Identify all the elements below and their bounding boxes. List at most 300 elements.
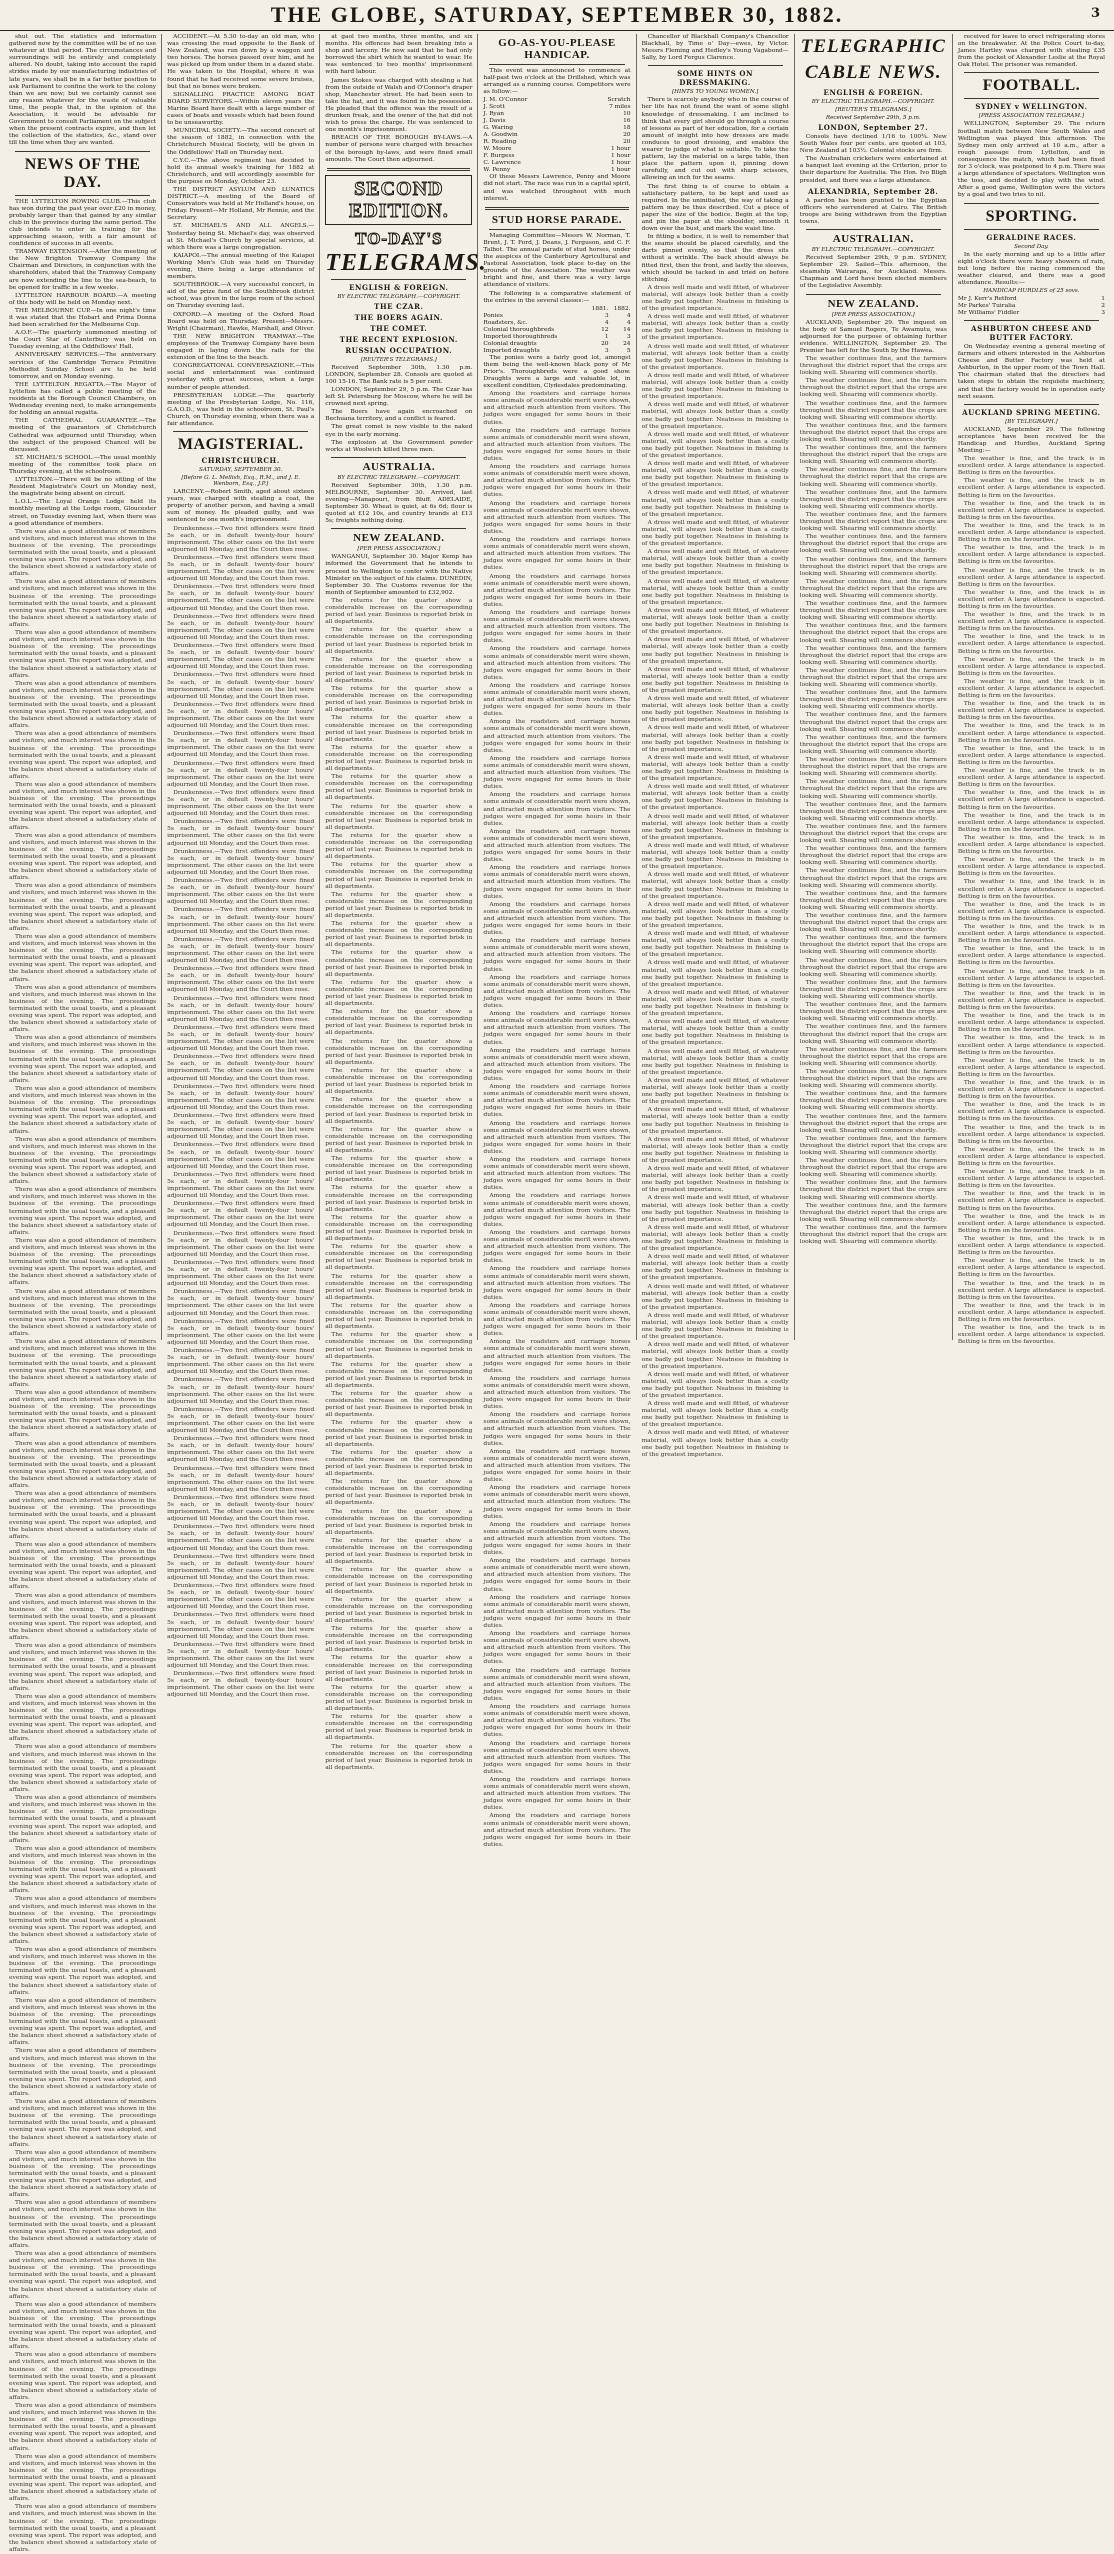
entries-table bbox=[483, 97, 630, 174]
dispatch: LONDON, September 29, 5 p.m. The Czar has left St. Petersburg for Moscow, where he will be crowned next spring. bbox=[325, 386, 473, 408]
body-paragraph: Among the roadsters and carriage horses some animals of considerable merit were shown, and attracted much attention from visitors. The judges were engaged for some hours in their duties. bbox=[483, 573, 631, 608]
body-paragraph: The weather is fine, and the track is in excellent order. A large attendance is expected. Betting is firm on the favourites. bbox=[957, 879, 1105, 900]
column-filler bbox=[642, 285, 789, 1459]
body-paragraph: Among the roadsters and carriage horses some animals of considerable merit were shown, and attracted much attention from visitors. The judges were engaged for some hours in their duties. bbox=[483, 1704, 631, 1739]
entrant-name: J. M. O'Connor bbox=[483, 97, 528, 104]
body-paragraph: The returns for the quarter show a considerable increase on the corresponding period of last year. Business is reported brisk in all departments. bbox=[325, 1097, 473, 1125]
body-paragraph: There was also a good attendance of members and visitors, and much interest was shown in the business of the evening. The proceedings terminated with the usual toasts, and a pleasant evening was spent. The report was adopted, and the balance sheet showed a satisfactory state of affairs. bbox=[9, 1288, 157, 1338]
body-paragraph: There was also a good attendance of members and visitors, and much interest was shown in the business of the evening. The proceedings terminated with the usual toasts, and a pleasant evening was spent. The report was adopted, and the balance sheet showed a satisfactory state of affairs. bbox=[9, 1947, 157, 1996]
body-paragraph: The weather is fine, and the track is in excellent order. A large attendance is expected. Betting is firm on the favourites. bbox=[957, 946, 1105, 967]
news-item: C.Y.C.—The above regiment has decided to hold its annual week's training for 1882 at Christchurch, and will accordingly assemble for the purpose on Monday, October 23. bbox=[167, 157, 315, 185]
telegraph-credit: BY ELECTRIC TELEGRAPH.—COPYRIGHT. bbox=[811, 99, 935, 105]
body-paragraph: Among the roadsters and carriage horses some animals of considerable merit were shown, and attracted much attention from visitors. The judges were engaged for some hours in their duties. bbox=[483, 1448, 631, 1484]
body-paragraph: The weather continues fine, and the farmers throughout the district report that the crops are looking well. Shearing will commence shortly. bbox=[799, 1002, 947, 1023]
body-paragraph: The weather continues fine, and the farmers throughout the district report that the crops are looking well. Shearing will commence shortly. bbox=[799, 355, 947, 377]
table-row bbox=[958, 303, 1105, 310]
body-paragraph: Among the roadsters and carriage horses some animals of considerable merit were shown, and attracted much attention from visitors. The judges were engaged for some hours in their duties. bbox=[483, 391, 631, 426]
body-paragraph: The weather continues fine, and the farmers throughout the district report that the crops are looking well. Shearing will commence shortly. bbox=[799, 779, 947, 800]
body-paragraph: The weather continues fine, and the farmers throughout the district report that the crops are looking well. Shearing will commence shortly. bbox=[799, 1135, 947, 1156]
body-paragraph: A dress well made and well fitted, of whatever material, will always look better than a costly one badly put together. Neatness in finishing is of the greatest importance. bbox=[641, 1107, 789, 1135]
article-text: This event was announced to commence at half-past two o'clock at the Drillshed, which was arranged as a running course. Competitors were as follow:— bbox=[483, 68, 631, 96]
body-paragraph: There was also a good attendance of members and visitors, and much interest was shown in the business of the evening. The proceedings terminated with the usual toasts, and a pleasant evening was spent. The report was adopted, and the balance sheet showed a satisfactory state of affairs. bbox=[9, 2200, 157, 2249]
body-paragraph: The weather continues fine, and the farmers throughout the district report that the crops are looking well. Shearing will commence shortly. bbox=[799, 1091, 947, 1112]
table-row bbox=[483, 327, 630, 334]
body-paragraph: The returns for the quarter show a considerable increase on the corresponding period of last year. Business is reported brisk in all departments. bbox=[325, 1244, 473, 1272]
body-paragraph: Drunkenness.—Two first offenders were fined 5s each, or in default twenty-four hours' imprisonment. The other cases on the list were adjourned till Monday, and the Court then rose. bbox=[167, 1230, 315, 1258]
divider bbox=[964, 72, 1099, 73]
body-paragraph: A dress well made and well fitted, of whatever material, will always look better than a costly one badly put together. Neatness in finishing is of the greatest importance. bbox=[641, 343, 789, 371]
body-paragraph: The returns for the quarter show a considerable increase on the corresponding period of last year. Business is reported brisk in all departments. bbox=[325, 1684, 473, 1713]
body-paragraph: Drunkenness.—Two first offenders were fined 5s each, or in default twenty-four hours' imprisonment. The other cases on the list were adjourned till Monday, and the Court then rose. bbox=[167, 1289, 315, 1317]
class-name: Colonial thoroughbreds bbox=[483, 326, 555, 333]
body-paragraph: The weather is fine, and the track is in excellent order. A large attendance is expected. Betting is firm on the favourites. bbox=[957, 968, 1105, 989]
class-name: Colonial draughts bbox=[483, 340, 537, 347]
divider bbox=[331, 457, 466, 458]
body-paragraph: The weather is fine, and the track is in excellent order. A large attendance is expected. Betting is firm on the favourites. bbox=[957, 656, 1105, 677]
entrant-name: J. Ryan bbox=[483, 111, 505, 118]
divider bbox=[331, 279, 466, 280]
body-paragraph: The weather continues fine, and the farmers throughout the district report that the crops are looking well. Shearing will commence shortly. bbox=[799, 445, 947, 466]
body-paragraph: There was also a good attendance of members and visitors, and much interest was shown in the business of the evening. The proceedings terminated with the usual toasts, and a pleasant evening was spent. The report was adopted, and the balance sheet showed a satisfactory state of affairs. bbox=[9, 984, 157, 1034]
body-paragraph: A dress well made and well fitted, of whatever material, will always look better than a costly one badly put together. Neatness in finishing is of the greatest importance. bbox=[641, 372, 789, 401]
masthead bbox=[0, 0, 1114, 31]
class-name: Imported draughts bbox=[483, 347, 540, 354]
entrant-start: 1 hour bbox=[610, 146, 631, 153]
entrant-name: W. Penny bbox=[483, 167, 511, 174]
column-header bbox=[483, 306, 586, 313]
body-paragraph: There was also a good attendance of members and visitors, and much interest was shown in the business of the evening. The proceedings terminated with the usual toasts, and a pleasant evening was spent. The report was adopted, and the balance sheet showed a satisfactory state of affairs. bbox=[9, 1339, 157, 1388]
body-paragraph: Drunkenness.—Two first offenders were fined 5s each, or in default twenty-four hours' imprisonment. The other cases on the list were adjourned till Monday, and the Court then rose. bbox=[167, 554, 315, 583]
body-paragraph: Drunkenness.—Two first offenders were fined 5s each, or in default twenty-four hours' imprisonment. The other cases on the list were adjourned till Monday, and the Court then rose. bbox=[167, 1377, 315, 1405]
body-paragraph: The weather is fine, and the track is in excellent order. A large attendance is expected. Betting is firm on the favourites. bbox=[957, 1213, 1105, 1234]
body-paragraph: The weather continues fine, and the farmers throughout the district report that the crops are looking well. Shearing will commence shortly. bbox=[799, 467, 947, 488]
press-association-credit: [PRESS ASSOCIATION TELEGRAM.] bbox=[978, 113, 1085, 120]
body-paragraph: Drunkenness.—Two first offenders were fined 5s each, or in default twenty-four hours' imprisonment. The other cases on the list were adjourned till Monday, and the Court then rose. bbox=[167, 613, 315, 641]
body-paragraph: The weather is fine, and the track is in excellent order. A large attendance is expected. Betting is firm on the favourites. bbox=[957, 1235, 1105, 1257]
body-paragraph: There was also a good attendance of members and visitors, and much interest was shown in the business of the evening. The proceedings terminated with the usual toasts, and a pleasant evening was spent. The report was adopted, and the balance sheet showed a satisfactory state of affairs. bbox=[9, 1643, 157, 1692]
entrant-start: 18 bbox=[623, 125, 631, 132]
body-paragraph: The weather continues fine, and the farmers throughout the district report that the crops are looking well. Shearing will commence shortly. bbox=[799, 378, 947, 399]
body-paragraph: There was also a good attendance of members and visitors, and much interest was shown in the business of the evening. The proceedings terminated with the usual toasts, and a pleasant evening was spent. The report was adopted, and the balance sheet showed a satisfactory state of affairs. bbox=[9, 1744, 157, 1794]
body-paragraph: The weather continues fine, and the farmers throughout the district report that the crops are looking well. Shearing will commence shortly. bbox=[799, 979, 947, 1001]
body-paragraph: There was also a good attendance of members and visitors, and much interest was shown in the business of the evening. The proceedings terminated with the usual toasts, and a pleasant evening was spent. The report was adopted, and the balance sheet showed a satisfactory state of affairs. bbox=[9, 2301, 157, 2351]
body-paragraph: Among the roadsters and carriage horses some animals of considerable merit were shown, and attracted much attention from visitors. The judges were engaged for some hours in their duties. bbox=[483, 500, 631, 535]
table-row bbox=[483, 313, 630, 320]
body-paragraph: There was also a good attendance of members and visitors, and much interest was shown in the business of the evening. The proceedings terminated with the usual toasts, and a pleasant evening was spent. The report was adopted, and the balance sheet showed a satisfactory state of affairs. bbox=[9, 1693, 157, 1743]
body-paragraph: There was also a good attendance of members and visitors, and much interest was shown in the business of the evening. The proceedings terminated with the usual toasts, and a pleasant evening was spent. The report was adopted, and the balance sheet showed a satisfactory state of affairs. bbox=[9, 680, 157, 730]
news-item: ST. MICHAEL'S SCHOOL.—The usual monthly meeting of the committee took place on Thursday evening, at the schoolroom. bbox=[9, 454, 157, 475]
body-paragraph: Drunkenness.—Two first offenders were fined 5s each, or in default twenty-four hours' imprisonment. The other cases on the list were adjourned till Monday, and the Court then rose. bbox=[167, 1259, 315, 1288]
news-item: SOUTHBROOK.—A very successful concert, in aid of the prize fund of the Southbrook district school, was given in the large room of the school on Thursday evening last. bbox=[167, 282, 315, 310]
news-item: CONGREGATIONAL CONVERSAZIONE.—This social and entertainment was continued yesterday with great success, when a large number of people attended. bbox=[167, 363, 315, 391]
body-paragraph: The returns for the quarter show a considerable increase on the corresponding period of last year. Business is reported brisk in all departments. bbox=[325, 1361, 473, 1389]
article-text: In fitting a bodice, it is well to remember that the seams should be placed carefully, and the darts pinned evenly, so that the dress sits without a wrinkle. The back should always be fitted first, then the front, and lastly the sleeves, which should be tacked in and tried on before stitching. bbox=[641, 234, 789, 283]
entrant-start: 1 hour bbox=[610, 160, 631, 167]
court-report: James Stokes was charged with stealing a hat from the outside of Walsh and O'Connor's draper shop, Manchester street. He had been seen to take the hat, and it was found in his possession. He pleaded that the offence was the result of a drunken freak, and the owner of the hat did not wish to press the charge. He was sentenced to one month's imprisonment. bbox=[325, 77, 473, 134]
body-paragraph: There was also a good attendance of members and visitors, and much interest was shown in the business of the evening. The proceedings terminated with the usual toasts, and a pleasant evening was spent. The report was adopted, and the balance sheet showed a satisfactory state of affairs. bbox=[9, 1136, 157, 1186]
body-paragraph: The returns for the quarter show a considerable increase on the corresponding period of last year. Business is reported brisk in all departments. bbox=[325, 627, 473, 655]
body-paragraph: A dress well made and well fitted, of whatever material, will always look better than a costly one badly put together. Neatness in finishing is of the greatest importance. bbox=[641, 1312, 789, 1341]
body-paragraph: A dress well made and well fitted, of whatever material, will always look better than a costly one badly put together. Neatness in finishing is of the greatest importance. bbox=[641, 754, 789, 783]
telegraph-credit: [BY TELEGRAPH.] bbox=[1005, 418, 1058, 425]
body-paragraph: There was also a good attendance of members and visitors, and much interest was shown in the business of the evening. The proceedings terminated with the usual toasts, and a pleasant evening was spent. The report was adopted, and the balance sheet showed a satisfactory state of affairs. bbox=[9, 630, 157, 679]
court-report: BREACH OF THE BOROUGH BY-LAWS.—A number of persons were charged with breaches of the borough by-laws, and were fined small amounts. The Court then adjourned. bbox=[325, 135, 473, 163]
count-1881: 3 bbox=[604, 347, 609, 354]
body-paragraph: The returns for the quarter show a considerable increase on the corresponding period of last year. Business is reported brisk in all departments. bbox=[325, 1126, 473, 1154]
news-item: THE LYTTELTON REGATTA.—The Mayor of Lyttelton has called a public meeting of the residents at the Borough Council Chambers, on Wednesday evening next, to make arrangements for holding an annual regatta. bbox=[9, 381, 157, 417]
body-paragraph: A dress well made and well fitted, of whatever material, will always look better than a costly one badly put together. Neatness in finishing is of the greatest importance. bbox=[641, 989, 789, 1018]
body-paragraph: Among the roadsters and carriage horses some animals of considerable merit were shown, and attracted much attention from visitors. The judges were engaged for some hours in their duties. bbox=[483, 865, 631, 900]
english-foreign-heading: ENGLISH & FOREIGN. bbox=[349, 282, 449, 292]
body-paragraph: There was also a good attendance of members and visitors, and much interest was shown in the business of the evening. The proceedings terminated with the usual toasts, and a pleasant evening was spent. The report was adopted, and the balance sheet showed a satisfactory state of affairs. bbox=[9, 1237, 157, 1287]
divider bbox=[327, 168, 470, 171]
body-paragraph: The weather continues fine, and the farmers throughout the district report that the crops are looking well. Shearing will commence shortly. bbox=[799, 645, 947, 666]
table-row bbox=[483, 334, 630, 341]
body-paragraph: The weather continues fine, and the farmers throughout the district report that the crops are looking well. Shearing will commence shortly. bbox=[799, 846, 947, 867]
body-paragraph: Drunkenness.—Two first offenders were fined 5s each, or in default twenty-four hours' imprisonment. The other cases on the list were adjourned till Monday, and the Court then rose. bbox=[167, 1641, 315, 1670]
body-paragraph: The weather is fine, and the track is in excellent order. A large attendance is expected. Betting is firm on the favourites. bbox=[957, 589, 1105, 610]
body-paragraph: The weather is fine, and the track is in excellent order. A large attendance is expected. Betting is firm on the favourites. bbox=[957, 834, 1105, 856]
body-paragraph: The weather continues fine, and the farmers throughout the district report that the crops are looking well. Shearing will commence shortly. bbox=[799, 935, 947, 956]
divider bbox=[173, 431, 308, 432]
body-paragraph: There was also a good attendance of members and visitors, and much interest was shown in the business of the evening. The proceedings terminated with the usual toasts, and a pleasant evening was spent. The report was adopted, and the balance sheet showed a satisfactory state of affairs. bbox=[9, 1541, 157, 1591]
body-paragraph: The weather is fine, and the track is in excellent order. A large attendance is expected. Betting is firm on the favourites. bbox=[957, 1280, 1105, 1301]
nz-heading: NEW ZEALAND. bbox=[827, 297, 919, 310]
table-row bbox=[958, 310, 1105, 317]
class-name: Ponies bbox=[483, 312, 503, 319]
dispatch: Received September 30th, 1.30 p.m. LONDON, September 28. Consols are quoted at 100 15-16. The Bank rate is 5 per cent. bbox=[325, 364, 473, 385]
entrant-start: 1 hour bbox=[610, 167, 631, 174]
football-heading: FOOTBALL. bbox=[982, 77, 1081, 95]
body-paragraph: Among the roadsters and carriage horses some animals of considerable merit were shown, and attracted much attention from visitors. The judges were engaged for some hours in their duties. bbox=[483, 1558, 631, 1593]
dispatch: Consols have declined 1/16 to 100¾. New South Wales four per cents. are quoted at 103, New Zealand at 103½. Colonial stocks are firm. bbox=[799, 134, 947, 155]
entrant-name: J. Scott bbox=[483, 104, 505, 111]
body-paragraph: A dress well made and well fitted, of whatever material, will always look better than a costly one badly put together. Neatness in finishing is of the greatest importance. bbox=[641, 461, 789, 489]
body-paragraph: Among the roadsters and carriage horses some animals of considerable merit were shown, and attracted much attention from visitors. The judges were engaged for some hours in their duties. bbox=[483, 755, 631, 791]
body-paragraph: A dress well made and well fitted, of whatever material, will always look better than a costly one badly put together. Neatness in finishing is of the greatest importance. bbox=[641, 1019, 789, 1047]
body-paragraph: The weather is fine, and the track is in excellent order. A large attendance is expected. Betting is firm on the favourites. bbox=[957, 1102, 1105, 1123]
handicap-heading: GO-AS-YOU-PLEASE HANDICAP. bbox=[498, 37, 616, 61]
body-paragraph: Among the roadsters and carriage horses some animals of considerable merit were shown, and attracted much attention from visitors. The judges were engaged for some hours in their duties. bbox=[483, 719, 631, 754]
body-paragraph: Among the roadsters and carriage horses some animals of considerable merit were shown, and attracted much attention from visitors. The judges were engaged for some hours in their duties. bbox=[483, 537, 631, 572]
headline: THE CZAR. bbox=[374, 301, 424, 311]
entrant-name: W. Moore bbox=[483, 146, 512, 153]
body-paragraph: Drunkenness.—Two first offenders were fined 5s each, or in default twenty-four hours' imprisonment. The other cases on the list were adjourned till Monday, and the Court then rose. bbox=[167, 760, 315, 788]
body-paragraph: There was also a good attendance of members and visitors, and much interest was shown in the business of the evening. The proceedings terminated with the usual toasts, and a pleasant evening was spent. The report was adopted, and the balance sheet showed a satisfactory state of affairs. bbox=[9, 832, 157, 882]
body-paragraph: There was also a good attendance of members and visitors, and much interest was shown in the business of the evening. The proceedings terminated with the usual toasts, and a pleasant evening was spent. The report was adopted, and the balance sheet showed a satisfactory state of affairs. bbox=[9, 1035, 157, 1084]
dateline: LONDON, September 27. bbox=[818, 123, 929, 132]
body-paragraph: Among the roadsters and carriage horses some animals of considerable merit were shown, and attracted much attention from visitors. The judges were engaged for some hours in their duties. bbox=[483, 1740, 631, 1775]
news-item: OXFORD.—A meeting of the Oxford Road Board was held on Thursday. Present—Messrs. Wright (Chairman), Hawke, Marshall, and Oliver. bbox=[167, 311, 315, 332]
table-row bbox=[483, 125, 630, 132]
dispatch: The explosion at the Government powder works at Woolwich killed three men. bbox=[325, 439, 473, 453]
body-paragraph: The returns for the quarter show a considerable increase on the corresponding period of last year. Business is reported brisk in all departments. bbox=[325, 1156, 473, 1184]
body-paragraph: Among the roadsters and carriage horses some animals of considerable merit were shown, and attracted much attention from visitors. The judges were engaged for some hours in their duties. bbox=[483, 1193, 631, 1228]
body-paragraph: Among the roadsters and carriage horses some animals of considerable merit were shown, and attracted much attention from visitors. The judges were engaged for some hours in their duties. bbox=[483, 1266, 631, 1301]
match-title: SYDNEY v WELLINGTON. bbox=[975, 102, 1088, 112]
news-item: THE MELBOURNE CUP.—In one night's time it was stated that the Hobart and Prima Donna had been scratched for the Melbourne Cup. bbox=[9, 307, 157, 329]
factory-heading: ASHBURTON CHEESE AND BUTTER FACTORY. bbox=[971, 323, 1092, 342]
court-date: SATURDAY, SEPTEMBER 30. bbox=[199, 467, 283, 474]
column-header: 1882. bbox=[613, 305, 631, 312]
entrant-name: C. Lawrence bbox=[483, 160, 521, 167]
body-paragraph: A dress well made and well fitted, of whatever material, will always look better than a costly one badly put together. Neatness in finishing is of the greatest importance. bbox=[641, 637, 789, 665]
table-row bbox=[483, 104, 630, 111]
body-paragraph: The returns for the quarter show a considerable increase on the corresponding period of last year. Business is reported brisk in all departments. bbox=[325, 1185, 473, 1213]
column-filler bbox=[9, 529, 156, 2554]
divider bbox=[964, 229, 1099, 230]
class-name: Roadsters, &c. bbox=[483, 319, 528, 326]
body-paragraph: Among the roadsters and carriage horses some animals of considerable merit were shown, and attracted much attention from visitors. The judges were engaged for some hours in their duties. bbox=[483, 828, 631, 864]
page-number: 3 bbox=[1090, 6, 1100, 21]
table-row bbox=[483, 167, 630, 174]
body-paragraph: Drunkenness.—Two first offenders were fined 5s each, or in default twenty-four hours' imprisonment. The other cases on the list were adjourned till Monday, and the Court then rose. bbox=[167, 1318, 315, 1346]
news-item: PRESBYTERIAN LODGE.—The quarterly meeting of the Presbyterian Lodge, No. 116, G.A.O.D., was held in the schoolroom, St. Paul's Church, on Thursday evening, when there was a fair attendance. bbox=[167, 392, 315, 427]
body-paragraph: Drunkenness.—Two first offenders were fined 5s each, or in default twenty-four hours' imprisonment. The other cases on the list were adjourned till Monday, and the Court then rose. bbox=[167, 907, 315, 935]
body-paragraph: The returns for the quarter show a considerable increase on the corresponding period of last year. Business is reported brisk in all departments. bbox=[325, 774, 473, 802]
body-paragraph: The returns for the quarter show a considerable increase on the corresponding period of last year. Business is reported brisk in all departments. bbox=[325, 1067, 473, 1096]
body-paragraph: The weather is fine, and the track is in excellent order. A large attendance is expected. Betting is firm on the favourites. bbox=[957, 522, 1105, 544]
body-paragraph: The weather is fine, and the track is in excellent order. A large attendance is expected. Betting is firm on the favourites. bbox=[957, 857, 1105, 878]
article-text: AUCKLAND, September 29. The following acceptances have been received for the Handicap and Hurdles, Auckland Spring Meeting:— bbox=[957, 426, 1105, 454]
body-paragraph: Drunkenness.—Two first offenders were fined 5s each, or in default twenty-four hours' imprisonment. The other cases on the list were adjourned till Monday, and the Court then rose. bbox=[167, 672, 315, 700]
body-paragraph: The weather is fine, and the track is in excellent order. A large attendance is expected. Betting is firm on the favourites. bbox=[957, 924, 1105, 945]
body-paragraph: Drunkenness.—Two first offenders were fined 5s each, or in default twenty-four hours' imprisonment. The other cases on the list were adjourned till Monday, and the Court then rose. bbox=[167, 1142, 315, 1170]
body-paragraph: A dress well made and well fitted, of whatever material, will always look better than a costly one badly put together. Neatness in finishing is of the greatest importance. bbox=[641, 607, 789, 636]
body-paragraph: A dress well made and well fitted, of whatever material, will always look better than a costly one badly put together. Neatness in finishing is of the greatest importance. bbox=[641, 1342, 789, 1370]
body-paragraph: The weather continues fine, and the farmers throughout the district report that the crops are looking well. Shearing will commence shortly. bbox=[799, 1202, 947, 1223]
body-paragraph: Among the roadsters and carriage horses some animals of considerable merit were shown, and attracted much attention from visitors. The judges were engaged for some hours in their duties. bbox=[483, 1631, 631, 1666]
body-paragraph: The returns for the quarter show a considerable increase on the corresponding period of last year. Business is reported brisk in all departments. bbox=[325, 1214, 473, 1243]
column-3 bbox=[320, 34, 487, 1771]
body-paragraph: Among the roadsters and carriage horses some animals of considerable merit were shown, and attracted much attention from visitors. The judges were engaged for some hours in their duties. bbox=[483, 901, 631, 937]
horse-name: Mr J. Kerr's Retford bbox=[957, 295, 1017, 302]
body-paragraph: The weather continues fine, and the farmers throughout the district report that the crops are looking well. Shearing will commence shortly. bbox=[799, 913, 947, 934]
dispatch: The Boers have again encroached on Bechuana territory, and a conflict is feared. bbox=[325, 409, 473, 423]
dateline: ALEXANDRIA, September 28. bbox=[808, 186, 939, 196]
section-heading-news: NEWS OF THE DAY. bbox=[24, 155, 141, 191]
headline: THE COMET. bbox=[370, 323, 428, 333]
body-paragraph: The weather is fine, and the track is in excellent order. A large attendance is expected. Betting is firm on the favourites. bbox=[957, 478, 1105, 499]
body-paragraph: The weather is fine, and the track is in excellent order. A large attendance is expected. Betting is firm on the favourites. bbox=[957, 812, 1105, 833]
entrant-name: G. Waring bbox=[483, 125, 513, 132]
court-report: LARCENY.—Robert Smith, aged about sixteen years, was charged with stealing a coat, the property of another person, and having a small sum of money. He pleaded guilty, and was sentenced to one month's imprisonment. bbox=[167, 489, 315, 524]
body-paragraph: A dress well made and well fitted, of whatever material, will always look better than a costly one badly put together. Neatness in finishing is of the greatest importance. bbox=[641, 813, 789, 841]
body-paragraph: The returns for the quarter show a considerable increase on the corresponding period of last year. Business is reported brisk in all departments. bbox=[325, 744, 473, 773]
horse-name: Mr Williams' Fiddler bbox=[957, 309, 1020, 316]
match-report: WELLINGTON, September 29. The return football match between New South Wales and Wellington was played this afternoon. The Sydney men only arrived at 10 a.m., after a rough passage from Lyttelton, and in consequence the match, which had been fixed for 3 o'clock, was postponed to 4 p.m. There was a large attendance of spectators. Wellington won the toss, and decided to play with the wind. After a good game, Wellington were the victors by a goal and two tries to nil. bbox=[957, 121, 1105, 199]
column-filler bbox=[167, 526, 314, 1700]
body-paragraph: A dress well made and well fitted, of whatever material, will always look better than a costly one badly put together. Neatness in finishing is of the greatest importance. bbox=[641, 314, 789, 342]
telegraphic-heading: TELEGRAPHIC bbox=[800, 36, 946, 57]
body-paragraph: The weather continues fine, and the farmers throughout the district report that the crops are looking well. Shearing will commence shortly. bbox=[799, 1180, 947, 1201]
news-item: L.O.L.—The Loyal Orange Lodge held its monthly meeting at the Lodge room, Gloucester street, on Tuesday evening last, when there was a good attendance of members. bbox=[9, 499, 157, 527]
table-row bbox=[483, 132, 630, 139]
body-paragraph: There was also a good attendance of members and visitors, and much interest was shown in the business of the evening. The proceedings terminated with the usual toasts, and a pleasant evening was spent. The report was adopted, and the balance sheet showed a satisfactory state of affairs. bbox=[9, 579, 157, 628]
body-paragraph: The weather continues fine, and the farmers throughout the district report that the crops are looking well. Shearing will commence shortly. bbox=[799, 734, 947, 755]
race-title: HANDICAP HURDLES of 25 sovs. bbox=[983, 287, 1080, 294]
body-paragraph: A dress well made and well fitted, of whatever material, will always look better than a costly one badly put together. Neatness in finishing is of the greatest importance. bbox=[641, 696, 789, 724]
horse-name: Mr Parkes' Tuiralia bbox=[957, 302, 1016, 309]
column-4 bbox=[478, 34, 636, 1848]
sporting-heading: SPORTING. bbox=[985, 207, 1078, 225]
results-table bbox=[958, 296, 1105, 317]
column-5 bbox=[637, 34, 795, 1458]
divider bbox=[331, 528, 466, 529]
body-paragraph: Among the roadsters and carriage horses some animals of considerable merit were shown, and attracted much attention from visitors. The judges were engaged for some hours in their duties. bbox=[483, 1339, 631, 1374]
body-paragraph: There was also a good attendance of members and visitors, and much interest was shown in the business of the evening. The proceedings terminated with the usual toasts, and a pleasant evening was spent. The report was adopted, and the balance sheet showed a satisfactory state of affairs. bbox=[9, 2453, 157, 2503]
australian-heading: AUSTRALIAN. bbox=[832, 233, 914, 246]
news-item: LYTTELTON.—There will be no sitting of the Resident Magistrate's Court on Monday next, the magistrate being absent on circuit. bbox=[9, 477, 157, 498]
body-paragraph: There was also a good attendance of members and visitors, and much interest was shown in the business of the evening. The proceedings terminated with the usual toasts, and a pleasant evening was spent. The report was adopted, and the balance sheet showed a satisfactory state of affairs. bbox=[9, 883, 157, 932]
count-1881: 1 bbox=[604, 333, 609, 340]
count-1882: 3 bbox=[626, 333, 631, 340]
body-paragraph: Among the roadsters and carriage horses some animals of considerable merit were shown, and attracted much attention from visitors. The judges were engaged for some hours in their duties. bbox=[483, 1667, 631, 1702]
cable-news-heading: CABLE NEWS. bbox=[804, 62, 942, 83]
dispatch: Received September 30th, 1.30 p.m. MELBOURNE, September 30. Arrived, last evening—Manapouri, from Bluff. ADELAIDE, September 30. Wheat is quiet, at 6s 6d; flour is quoted at £12 10s, and country brands at £13 5s; freights nothing doing. bbox=[325, 482, 473, 525]
article-text: On Wednesday evening a general meeting of farmers and others interested in the Ashburton Cheese and Butter Factory was held at Ashburton, in the upper room of the Town Hall. The chairman stated that the directors had taken steps to obtain the requisite machinery, and that the factory would be in operation early next season. bbox=[957, 343, 1105, 400]
body-paragraph: The returns for the quarter show a considerable increase on the corresponding period of last year. Business is reported brisk in all departments. bbox=[325, 1009, 473, 1037]
body-paragraph: The weather continues fine, and the farmers throughout the district report that the crops are looking well. Shearing will commence shortly. bbox=[799, 422, 947, 443]
news-item: THE DISTRICT ASYLUM AND LUNATICS DISTRICT.—A meeting of the Board of Conservators was held at Mr Holland's house, on Friday. Present—Mr Holland, Mr Rennie, and the Secretary. bbox=[167, 186, 315, 222]
body-paragraph: Among the roadsters and carriage horses some animals of considerable merit were shown, and attracted much attention from visitors. The judges were engaged for some hours in their duties. bbox=[483, 1594, 631, 1629]
entrant-name: R. Reading bbox=[483, 139, 517, 146]
divider bbox=[806, 294, 941, 295]
body-paragraph: Among the roadsters and carriage horses some animals of considerable merit were shown, and attracted much attention from visitors. The judges were engaged for some hours in their duties. bbox=[483, 1776, 631, 1812]
table-row bbox=[483, 348, 630, 355]
body-paragraph: Drunkenness.—Two first offenders were fined 5s each, or in default twenty-four hours' imprisonment. The other cases on the list were adjourned till Monday, and the Court then rose. bbox=[167, 1553, 315, 1581]
body-paragraph: The returns for the quarter show a considerable increase on the corresponding period of last year. Business is reported brisk in all departments. bbox=[325, 862, 473, 890]
body-paragraph: The returns for the quarter show a considerable increase on the corresponding period of last year. Business is reported brisk in all departments. bbox=[325, 921, 473, 949]
body-paragraph: The weather continues fine, and the farmers throughout the district report that the crops are looking well. Shearing will commence shortly. bbox=[799, 868, 947, 889]
body-paragraph: Among the roadsters and carriage horses some animals of considerable merit were shown, and attracted much attention from visitors. The judges were engaged for some hours in their duties. bbox=[483, 1157, 631, 1192]
todays-heading: TO-DAY'S bbox=[355, 228, 443, 248]
race-meeting-title: GERALDINE RACES. bbox=[986, 232, 1077, 242]
body-paragraph: The weather is fine, and the track is in excellent order. A large attendance is expected. Betting is firm on the favourites. bbox=[957, 768, 1105, 789]
news-item: THE NEW BRIGHTON TRAMWAY.—The employees of the Tramway Company have been engaged in laying down the rails for the extension of the line to the beach. bbox=[167, 333, 315, 362]
body-paragraph: A dress well made and well fitted, of whatever material, will always look better than a costly one badly put together. Neatness in finishing is of the greatest importance. bbox=[641, 842, 789, 871]
telegraph-credit: BY ELECTRIC TELEGRAPH.—COPYRIGHT. bbox=[811, 247, 935, 254]
body-paragraph: The returns for the quarter show a considerable increase on the corresponding period of last year. Business is reported brisk in all departments. bbox=[325, 1655, 473, 1683]
body-paragraph: The weather continues fine, and the farmers throughout the district report that the crops are looking well. Shearing will commence shortly. bbox=[799, 534, 947, 555]
body-paragraph: A dress well made and well fitted, of whatever material, will always look better than a costly one badly put together. Neatness in finishing is of the greatest importance. bbox=[641, 872, 789, 900]
reuters-credit: [REUTER'S TELEGRAMS.] bbox=[835, 107, 912, 113]
body-paragraph: Among the roadsters and carriage horses some animals of considerable merit were shown, and attracted much attention from visitors. The judges were engaged for some hours in their duties. bbox=[483, 1813, 631, 1848]
body-paragraph: Drunkenness.—Two first offenders were fined 5s each, or in default twenty-four hours' imprisonment. The other cases on the list were adjourned till Monday, and the Court then rose. bbox=[167, 878, 315, 906]
body-paragraph: A dress well made and well fitted, of whatever material, will always look better than a costly one badly put together. Neatness in finishing is of the greatest importance. bbox=[641, 931, 789, 959]
body-paragraph: Among the roadsters and carriage horses some animals of considerable merit were shown, and attracted much attention from visitors. The judges were engaged for some hours in their duties. bbox=[483, 1084, 631, 1119]
body-paragraph: Among the roadsters and carriage horses some animals of considerable merit were shown, and attracted much attention from visitors. The judges were engaged for some hours in their duties. bbox=[483, 1011, 631, 1046]
body-paragraph: The weather continues fine, and the farmers throughout the district report that the crops are looking well. Shearing will commence shortly. bbox=[799, 1224, 947, 1246]
entrant-start: 20 bbox=[623, 139, 631, 146]
news-item: THE CATHEDRAL GUARANTEE.—The meeting of the guarantors of Christchurch Cathedral was adjourned until Thursday, when the subject of the proposed Chancel will be discussed. bbox=[9, 418, 157, 453]
news-item: ACCIDENT.—At 5.30 to-day an old man, who was crossing the road opposite to the Bank of New Zealand, was run down by a waggon and two horses. The horses passed over him, and he was picked up from under them in a dazed state. He was taken to the Hospital, where it was found that he had received some severe bruises, but that no bones were broken. bbox=[167, 34, 315, 90]
body-paragraph: The weather continues fine, and the farmers throughout the district report that the crops are looking well. Shearing will commence shortly. bbox=[799, 801, 947, 822]
body-paragraph: There was also a good attendance of members and visitors, and much interest was shown in the business of the evening. The proceedings terminated with the usual toasts, and a pleasant evening was spent. The report was adopted, and the balance sheet showed a satisfactory state of affairs. bbox=[9, 1896, 157, 1945]
divider bbox=[15, 195, 150, 196]
body-paragraph: The weather continues fine, and the farmers throughout the district report that the crops are looking well. Shearing will commence shortly. bbox=[799, 890, 947, 911]
body-paragraph: The returns for the quarter show a considerable increase on the corresponding period of last year. Business is reported brisk in all departments. bbox=[325, 979, 473, 1008]
body-paragraph: A dress well made and well fitted, of whatever material, will always look better than a costly one badly put together. Neatness in finishing is of the greatest importance. bbox=[641, 1283, 789, 1311]
table-row bbox=[483, 118, 630, 125]
body-paragraph: Drunkenness.—Two first offenders were fined 5s each, or in default twenty-four hours' imprisonment. The other cases on the list were adjourned till Monday, and the Court then rose. bbox=[167, 1494, 315, 1523]
body-paragraph: There was also a good attendance of members and visitors, and much interest was shown in the business of the evening. The proceedings terminated with the usual toasts, and a pleasant evening was spent. The report was adopted, and the balance sheet showed a satisfactory state of affairs. bbox=[9, 2149, 157, 2199]
count-1881: 3 bbox=[604, 312, 609, 319]
body-paragraph: There was also a good attendance of members and visitors, and much interest was shown in the business of the evening. The proceedings terminated with the usual toasts, and a pleasant evening was spent. The report was adopted, and the balance sheet showed a satisfactory state of affairs. bbox=[9, 731, 157, 780]
body-paragraph: The weather is fine, and the track is in excellent order. A large attendance is expected. Betting is firm on the favourites. bbox=[957, 701, 1105, 722]
body-paragraph: The weather is fine, and the track is in excellent order. A large attendance is expected. Betting is firm on the favourites. bbox=[957, 1258, 1105, 1279]
divider bbox=[964, 404, 1099, 405]
article-text: The ponies were a fairly good lot, amongst them being the well-known black pony of Mr Prior's. Thoroughbreds were a good show. Draughts were a large and valuable lot, in excellent condition, Clydesdales predominating. bbox=[483, 354, 631, 390]
divider bbox=[806, 229, 941, 230]
body-paragraph: Among the roadsters and carriage horses some animals of considerable merit were shown, and attracted much attention from visitors. The judges were engaged for some hours in their duties. bbox=[483, 974, 631, 1010]
body-paragraph: The weather continues fine, and the farmers throughout the district report that the crops are looking well. Shearing will commence shortly. bbox=[799, 690, 947, 711]
body-paragraph: The weather is fine, and the track is in excellent order. A large attendance is expected. Betting is firm on the favourites. bbox=[957, 745, 1105, 766]
english-foreign-heading: ENGLISH & FOREIGN. bbox=[823, 88, 923, 97]
body-paragraph: The weather continues fine, and the farmers throughout the district report that the crops are looking well. Shearing will commence shortly. bbox=[799, 489, 947, 510]
headline: RUSSIAN OCCUPATION. bbox=[345, 345, 453, 355]
body-paragraph: Drunkenness.—Two first offenders were fined 5s each, or in default twenty-four hours' imprisonment. The other cases on the list were adjourned till Monday, and the Court then rose. bbox=[167, 1024, 315, 1053]
body-paragraph: Among the roadsters and carriage horses some animals of considerable merit were shown, and attracted much attention from visitors. The judges were engaged for some hours in their duties. bbox=[483, 1485, 631, 1520]
dispatch: The Australian cricketers were entertained at a banquet last evening at the Criterion, prior to their departure for Australia. The Hon. Ivo Bligh presided, and there was a large attendance. bbox=[799, 156, 947, 184]
count-1881: 12 bbox=[601, 326, 609, 333]
body-paragraph: The weather is fine, and the track is in excellent order. A large attendance is expected. Betting is firm on the favourites. bbox=[957, 1146, 1105, 1167]
body-paragraph: The returns for the quarter show a considerable increase on the corresponding period of last year. Business is reported brisk in all departments. bbox=[325, 1391, 473, 1419]
body-paragraph: Among the roadsters and carriage horses some animals of considerable merit were shown, and attracted much attention from visitors. The judges were engaged for some hours in their duties. bbox=[483, 1375, 631, 1411]
body-paragraph: Among the roadsters and carriage horses some animals of considerable merit were shown, and attracted much attention from visitors. The judges were engaged for some hours in their duties. bbox=[483, 646, 631, 681]
body-paragraph: The weather continues fine, and the farmers throughout the district report that the crops are looking well. Shearing will commence shortly. bbox=[799, 556, 947, 577]
body-paragraph: The returns for the quarter show a considerable increase on the corresponding period of last year. Business is reported brisk in all departments. bbox=[325, 1537, 473, 1566]
telegrams-heading: TELEGRAMS. bbox=[325, 249, 487, 276]
body-paragraph: The returns for the quarter show a considerable increase on the corresponding period of last year. Business is reported brisk in all departments. bbox=[325, 656, 473, 684]
divider bbox=[964, 203, 1099, 204]
body-paragraph: There was also a good attendance of members and visitors, and much interest was shown in the business of the evening. The proceedings terminated with the usual toasts, and a pleasant evening was spent. The report was adopted, and the balance sheet showed a satisfactory state of affairs. bbox=[9, 933, 157, 983]
second-edition-banner bbox=[325, 175, 472, 225]
body-paragraph: There was also a good attendance of members and visitors, and much interest was shown in the business of the evening. The proceedings terminated with the usual toasts, and a pleasant evening was spent. The report was adopted, and the balance sheet showed a satisfactory state of affairs. bbox=[9, 1085, 157, 1135]
body-paragraph: The weather is fine, and the track is in excellent order. A large attendance is expected. Betting is firm on the favourites. bbox=[957, 1325, 1105, 1346]
body-paragraph: A dress well made and well fitted, of whatever material, will always look better than a costly one badly put together. Neatness in finishing is of the greatest importance. bbox=[641, 431, 789, 459]
body-paragraph: The weather continues fine, and the farmers throughout the district report that the crops are looking well. Shearing will commence shortly. bbox=[799, 823, 947, 845]
news-item: LYTTELTON HARBOUR BOARD.—A meeting of this body will be held on Monday next. bbox=[9, 292, 157, 306]
count-1882: 24 bbox=[623, 340, 631, 347]
press-association-credit: [PER PRESS ASSOCIATION.] bbox=[357, 546, 441, 553]
race-day: Second Day. bbox=[1014, 243, 1049, 250]
placing: 2 bbox=[1101, 302, 1105, 309]
column-1 bbox=[4, 34, 162, 2553]
body-paragraph: A dress well made and well fitted, of whatever material, will always look better than a costly one badly put together. Neatness in finishing is of the greatest importance. bbox=[641, 1371, 789, 1399]
class-name: Imported thoroughbreds bbox=[483, 333, 558, 340]
telegraph-credit: BY ELECTRIC TELEGRAPH.—COPYRIGHT. bbox=[337, 474, 461, 481]
body-paragraph: Drunkenness.—Two first offenders were fined 5s each, or in default twenty-four hours' imprisonment. The other cases on the list were adjourned till Monday, and the Court then rose. bbox=[167, 731, 315, 759]
body-paragraph: A dress well made and well fitted, of whatever material, will always look better than a costly one badly put together. Neatness in finishing is of the greatest importance. bbox=[641, 784, 789, 812]
body-paragraph: A dress well made and well fitted, of whatever material, will always look better than a costly one badly put together. Neatness in finishing is of the greatest importance. bbox=[641, 1195, 789, 1223]
entrant-name: F. Burgess bbox=[483, 153, 515, 160]
body-paragraph: The weather is fine, and the track is in excellent order. A large attendance is expected. Betting is firm on the favourites. bbox=[957, 1013, 1105, 1034]
body-paragraph: The weather continues fine, and the farmers throughout the district report that the crops are looking well. Shearing will commence shortly. bbox=[799, 757, 947, 778]
body-paragraph: The weather continues fine, and the farmers throughout the district report that the crops are looking well. Shearing will commence shortly. bbox=[799, 957, 947, 978]
body-paragraph: A dress well made and well fitted, of whatever material, will always look better than a costly one badly put together. Neatness in finishing is of the greatest importance. bbox=[641, 1430, 789, 1458]
body-paragraph: The weather is fine, and the track is in excellent order. A large attendance is expected. Betting is firm on the favourites. bbox=[957, 790, 1105, 811]
news-item: MUNICIPAL SOCIETY.—The second concert of the season of 1882, in connection with the Christchurch Musical Society, will be given in the Oddfellows' Hall on Thursday next. bbox=[167, 128, 315, 156]
news-items bbox=[9, 199, 156, 528]
body-paragraph: There was also a good attendance of members and visitors, and much interest was shown in the business of the evening. The proceedings terminated with the usual toasts, and a pleasant evening was spent. The report was adopted, and the balance sheet showed a satisfactory state of affairs. bbox=[9, 2352, 157, 2401]
body-paragraph: The weather is fine, and the track is in excellent order. A large attendance is expected. Betting is firm on the favourites. bbox=[957, 1035, 1105, 1056]
body-paragraph: The returns for the quarter show a considerable increase on the corresponding period of last year. Business is reported brisk in all departments. bbox=[325, 803, 473, 831]
news-item: ST. MICHAEL'S AND ALL ANGELS.—Yesterday being St. Michael's day, was observed at St. Michael's Church by special services, at which there was a large congregation. bbox=[167, 223, 315, 251]
body-paragraph: A dress well made and well fitted, of whatever material, will always look better than a costly one badly put together. Neatness in finishing is of the greatest importance. bbox=[641, 1401, 789, 1429]
nz-heading: NEW ZEALAND. bbox=[353, 532, 445, 545]
body-paragraph: A dress well made and well fitted, of whatever material, will always look better than a costly one badly put together. Neatness in finishing is of the greatest importance. bbox=[641, 284, 789, 313]
